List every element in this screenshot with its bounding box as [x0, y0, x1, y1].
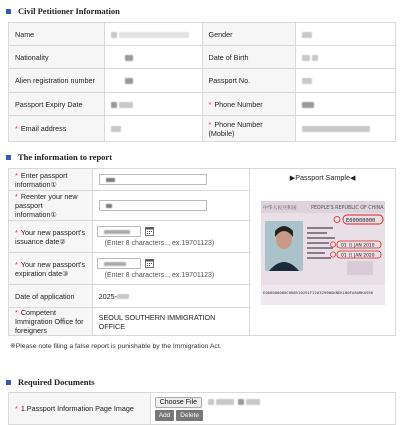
- mobile-label: * Phone Number (Mobile): [202, 116, 296, 142]
- nationality-value: [104, 46, 202, 69]
- reenter-cell: [92, 191, 250, 221]
- passport-mrz: E000000000CHN8510291F2203299NGKNEKLN0FA8AMKA956: [262, 290, 373, 295]
- expiration-label: * Your new passport's expiration date③: [9, 253, 93, 285]
- passport-page-cell: [150, 393, 395, 425]
- issuance-date-input[interactable]: [97, 226, 141, 237]
- mobile-value: [296, 116, 396, 142]
- add-button[interactable]: Add: [155, 410, 175, 421]
- passport-header-left: 中华人民共和国: [262, 206, 297, 211]
- gender-label: Gender: [202, 23, 296, 46]
- report-table: [8, 168, 396, 336]
- enter-passport-label: * Enter passport information①: [9, 169, 93, 191]
- report-section-title: The information to report: [6, 152, 112, 162]
- calendar-icon[interactable]: [145, 226, 154, 236]
- passport-expiry-value: [104, 93, 202, 116]
- email-label: * Email address: [9, 116, 105, 142]
- passport-no-value: [296, 69, 396, 93]
- passport-page-label: * 1.Passport Information Page Image: [9, 393, 151, 425]
- expiration-hint: (Enter 8 characters.., ex.19701123): [104, 271, 215, 279]
- alien-label: Alien registration number: [9, 69, 105, 93]
- required-table: [8, 392, 396, 425]
- passport-sample-title: ▶Passport Sample◀: [289, 173, 356, 182]
- passport-expiry-date: 01 日 JAN 2020: [340, 253, 375, 259]
- issuance-label: * Your new passport's issuance date②: [9, 221, 93, 253]
- gender-value: [296, 23, 396, 46]
- nationality-label: Nationality: [9, 46, 105, 69]
- date-of-application-value: 2025-: [92, 285, 250, 308]
- section-bullet-icon: [6, 380, 11, 385]
- expiration-cell: [92, 253, 250, 285]
- alien-value: [104, 69, 202, 93]
- passport-number: E00000000: [345, 218, 375, 224]
- issuance-cell: [92, 221, 250, 253]
- dob-value: [296, 46, 396, 69]
- false-report-note: ※Please note filing a false report is punishable by the Immigration Act.: [10, 343, 222, 350]
- reenter-label: * Reenter your new passport information①: [9, 191, 93, 221]
- passport-expiry-label: Passport Expiry Date: [9, 93, 105, 116]
- office-label: * Competent Immigration Office for foreigners: [9, 308, 93, 336]
- date-of-application-label: Date of application: [9, 285, 93, 308]
- passport-sample-cell: [250, 169, 396, 336]
- office-value: SEOUL SOUTHERN IMMIGRATION OFFICE: [92, 308, 250, 336]
- phone-value: [296, 93, 396, 116]
- enter-passport-cell: [92, 169, 250, 191]
- name-value: [104, 23, 202, 46]
- name-label: Name: [9, 23, 105, 46]
- required-section-title: Required Documents: [6, 377, 95, 387]
- passport-sample-image: [261, 201, 385, 305]
- phone-label: * Phone Number: [202, 93, 296, 116]
- passport-input[interactable]: [99, 174, 207, 185]
- delete-button[interactable]: Delete: [176, 410, 203, 421]
- civil-section-title: Civil Petitioner Information: [6, 6, 120, 16]
- calendar-icon[interactable]: [145, 258, 154, 268]
- email-value: [104, 116, 202, 142]
- expiration-date-input[interactable]: [97, 258, 141, 269]
- reenter-passport-input[interactable]: [99, 200, 207, 211]
- civil-table: [8, 22, 396, 142]
- dob-label: Date of Birth: [202, 46, 296, 69]
- choose-file-button[interactable]: Choose File: [155, 397, 202, 408]
- section-bullet-icon: [6, 9, 11, 14]
- issuance-hint: (Enter 8 characters.., ex.19701123): [104, 239, 215, 247]
- section-bullet-icon: [6, 155, 11, 160]
- passport-no-label: Passport No.: [202, 69, 296, 93]
- passport-issue-date: 01 日 JAN 2010: [340, 243, 375, 249]
- passport-header-right: PEOPLE'S REPUBLIC OF CHINA: [310, 206, 384, 211]
